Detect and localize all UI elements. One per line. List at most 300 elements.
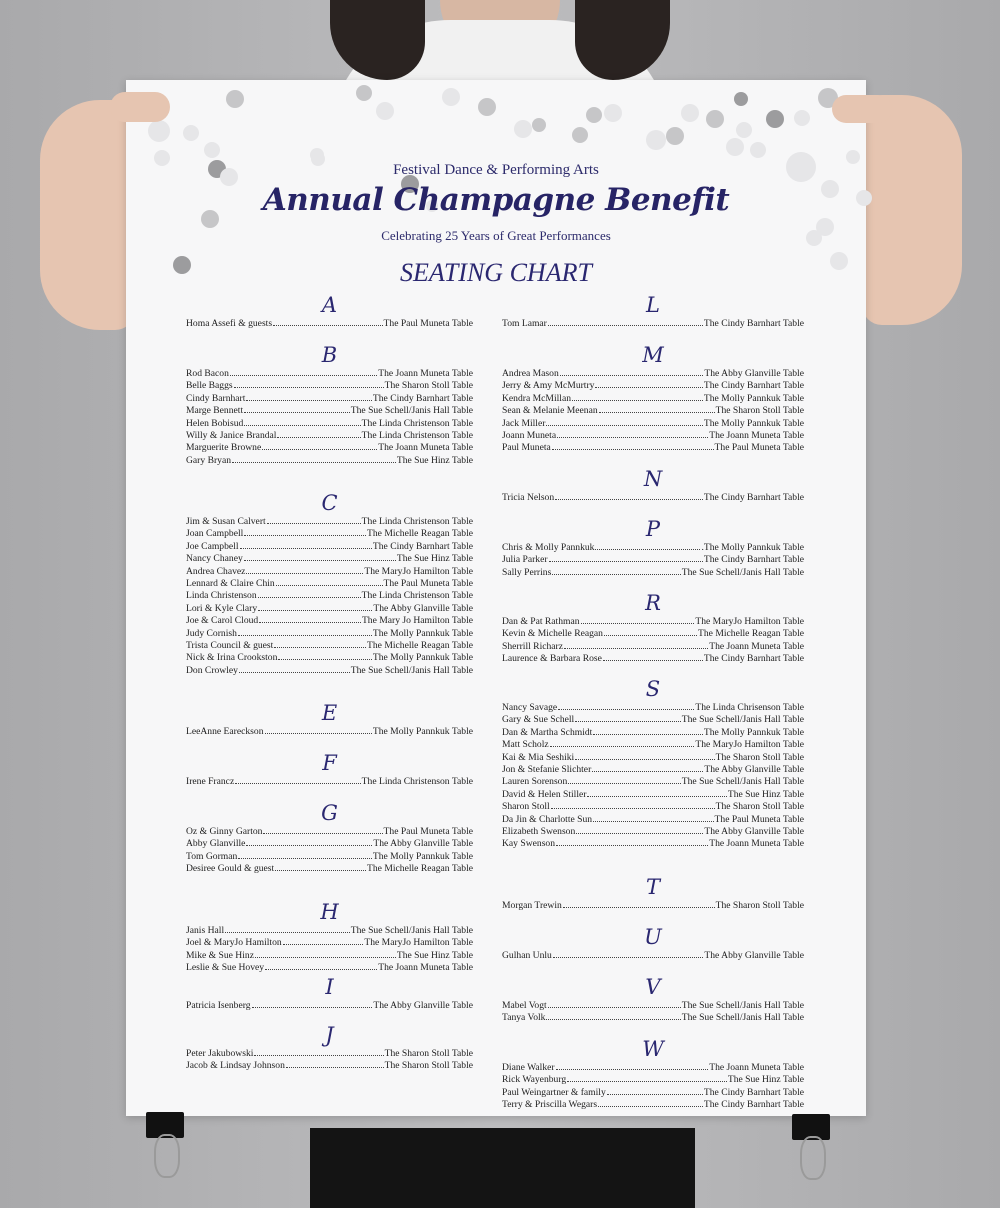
guest-name: Homa Assefi & guests (186, 318, 273, 329)
table-assignment: The Linda Christenson Table (361, 417, 473, 429)
table-assignment: The Abby Glanville Table (373, 838, 473, 850)
confetti-dot (514, 120, 532, 138)
guest-name: Lauren Sorenson (502, 776, 568, 788)
guest-row (502, 838, 804, 850)
guest-row (502, 950, 804, 962)
section-letter: V (645, 975, 661, 999)
guest-row (186, 528, 473, 540)
table-assignment: The Linda Christenson Table (361, 430, 473, 442)
table-assignment: The Abby Glanville Table (373, 602, 473, 614)
table-assignment: The MaryJo Hamilton Table (364, 937, 473, 949)
guest-name: Chris & Molly Pannkuk (502, 542, 595, 553)
table-assignment: The Michelle Reagan Table (367, 863, 473, 875)
person-pants (310, 1128, 695, 1208)
confetti-dot (356, 85, 372, 101)
table-assignment: The Sue Hinz Table (396, 454, 473, 466)
guest-name: Leslie & Sue Hovey (186, 962, 265, 974)
section-e (186, 700, 473, 738)
guest-name: Matt Scholz (502, 739, 549, 751)
event-title: Annual Champagne Benefit (262, 182, 730, 218)
guest-name: Terry & Priscilla Wegars (502, 1099, 598, 1111)
guest-row (186, 776, 473, 788)
guest-row (186, 1060, 473, 1072)
guest-row (502, 702, 804, 714)
guest-name: Kevin & Michelle Reagan (502, 628, 603, 640)
guest-row (502, 567, 804, 579)
table-assignment: The Sue Hinz Table (396, 553, 473, 565)
section-letter: T (645, 875, 660, 899)
guest-name: Mabel Vogt (502, 1000, 547, 1011)
dot-leader (244, 425, 360, 426)
confetti-dot (532, 118, 546, 132)
dot-leader (575, 759, 714, 760)
guest-name: Dan & Martha Schmidt (502, 726, 593, 738)
table-assignment: The Sue Schell/Janis Hall Table (350, 664, 473, 676)
guest-row (186, 590, 473, 602)
right-thumb (832, 95, 892, 123)
guest-row (502, 727, 804, 739)
guest-name: Jon & Stefanie Slichter (502, 764, 592, 776)
guest-row (186, 516, 473, 528)
guest-name: Jerry & Amy McMurtry (502, 380, 595, 392)
guest-row (502, 814, 804, 826)
table-assignment: The Molly Pannkuk Table (703, 726, 804, 738)
table-assignment: The Mary Jo Hamilton Table (361, 615, 473, 627)
guest-name: Nancy Savage (502, 702, 558, 713)
guest-name: Tom Gorman (186, 850, 238, 862)
dot-leader (587, 796, 726, 797)
guest-row (502, 714, 804, 726)
dot-leader (553, 957, 704, 958)
guest-name: Da Jin & Charlotte Sun (502, 813, 593, 825)
guest-row (502, 405, 804, 417)
dot-leader (567, 1081, 727, 1082)
confetti-dot (376, 102, 394, 120)
guest-name: Paul Muneta (502, 442, 551, 454)
table-assignment: The Linda Christenson Table (361, 590, 473, 602)
seating-chart-poster (126, 80, 866, 1116)
section-letter: L (646, 293, 660, 317)
guest-row (502, 1087, 804, 1099)
section-letter: G (321, 801, 338, 825)
table-assignment: The Paul Muneta Table (383, 318, 473, 329)
table-assignment: The Molly Pannkuk Table (372, 726, 473, 737)
guest-name: Don Crowley (186, 664, 238, 676)
guest-name: Kai & Mia Seshiki (502, 751, 575, 763)
guest-name: Julia Parker (502, 554, 548, 566)
table-assignment: The Sharon Stoll Table (384, 380, 473, 392)
guest-row (502, 616, 804, 628)
guest-row (502, 776, 804, 788)
guest-row (186, 652, 473, 664)
guest-name: Peter Jakubowski (186, 1048, 254, 1059)
left-hand (40, 100, 135, 330)
dot-leader (592, 771, 703, 772)
table-assignment: The Sue Schell/Janis Hall Table (350, 405, 473, 417)
guest-row (186, 962, 473, 974)
dot-leader (244, 560, 396, 561)
guest-name: Sherrill Richarz (502, 640, 564, 652)
guest-row (186, 838, 473, 850)
confetti-dot (572, 127, 588, 143)
dot-leader (255, 957, 396, 958)
dot-leader (556, 845, 708, 846)
guest-name: Gary & Sue Schell (502, 714, 575, 726)
dot-leader (277, 437, 360, 438)
section-letter: A (321, 293, 338, 317)
dot-leader (603, 660, 703, 661)
guest-row (502, 1099, 804, 1111)
guest-row (186, 380, 473, 392)
guest-name: Judy Cornish (186, 627, 237, 639)
confetti-dot (734, 92, 748, 106)
guest-row (186, 726, 473, 738)
section-letter: W (642, 1037, 664, 1061)
table-assignment: The Abby Glanville Table (373, 1000, 473, 1011)
table-assignment: The Molly Pannkuk Table (372, 627, 473, 639)
guest-row (502, 368, 804, 380)
section-letter: J (325, 1023, 334, 1047)
section-p (502, 516, 804, 579)
table-assignment: The Molly Pannkuk Table (703, 417, 804, 429)
guest-row (502, 826, 804, 838)
table-assignment: The Sharon Stoll Table (384, 1048, 473, 1059)
table-assignment: The Michelle Reagan Table (367, 528, 473, 540)
guest-row (502, 1074, 804, 1086)
table-assignment: The Cindy Barnhart Table (703, 380, 804, 392)
dot-leader (265, 733, 372, 734)
dot-leader (548, 1007, 681, 1008)
table-assignment: The Sue Hinz Table (396, 949, 473, 961)
confetti-dot (183, 125, 199, 141)
table-assignment: The MaryJo Hamilton Table (364, 565, 473, 577)
dot-leader (595, 549, 700, 550)
guest-name: Morgan Trewin (502, 900, 562, 911)
dot-leader (575, 721, 681, 722)
confetti-dot (646, 130, 666, 150)
guest-name: Joann Muneta (502, 430, 557, 442)
confetti-dot (148, 120, 170, 142)
guest-row (186, 628, 473, 640)
dot-leader (240, 548, 372, 549)
table-assignment: The Molly Pannkuk Table (372, 652, 473, 664)
dot-leader (546, 425, 702, 426)
guest-row (186, 566, 473, 578)
section-s (502, 676, 804, 851)
table-assignment: The Cindy Barnhart Table (372, 540, 473, 552)
guest-name: Gulhan Unlu (502, 950, 552, 961)
guest-name: Kay Swenson (502, 838, 556, 850)
guest-name: Laurence & Barbara Rose (502, 653, 602, 665)
table-assignment: The Sue Hinz Table (727, 788, 804, 800)
guest-name: Sharon Stoll (502, 801, 550, 813)
guest-name: Dan & Pat Rathman (502, 616, 580, 627)
confetti-dot (681, 104, 699, 122)
dot-leader (262, 449, 377, 450)
table-assignment: The Sharon Stoll Table (715, 405, 804, 417)
table-assignment: The Joann Muneta Table (709, 1062, 804, 1073)
guest-row (502, 900, 804, 912)
guest-row (186, 1048, 473, 1060)
guest-name: Nancy Chaney (186, 553, 243, 565)
dot-leader (548, 325, 703, 326)
table-assignment: .The Molly Pannkuk Table (701, 542, 804, 553)
guest-row (186, 665, 473, 677)
guest-row (186, 615, 473, 627)
dot-leader (246, 573, 363, 574)
dot-leader (239, 672, 350, 673)
dot-leader (230, 375, 377, 376)
guest-row (186, 442, 473, 454)
seating-chart-heading: SEATING CHART (400, 258, 592, 287)
guest-name: Oz & Ginny Garton (186, 826, 263, 837)
guest-row (186, 455, 473, 467)
confetti-dot (794, 110, 810, 126)
section-c (186, 490, 473, 677)
guest-row (186, 418, 473, 430)
confetti-dot (204, 142, 220, 158)
dot-leader (556, 1069, 709, 1070)
table-assignment: The Sue Schell/Janis Hall Table (681, 1012, 804, 1024)
guest-row (502, 380, 804, 392)
guest-name: Joel & MaryJo Hamilton (186, 937, 282, 949)
table-assignment: The Sue Hinz Table (727, 1074, 804, 1086)
guest-name: Jim & Susan Calvert (186, 516, 266, 527)
table-assignment: The Joann Muneta Table (709, 640, 804, 652)
guest-row (502, 542, 804, 554)
table-assignment: The Sue Schell/Janis Hall Table (681, 714, 804, 726)
guest-name: Rod Bacon (186, 368, 229, 379)
table-assignment: The Sue Schell/Janis Hall Table (681, 566, 804, 578)
guest-name: Willy & Janice Brandal (186, 430, 277, 442)
guest-row (502, 554, 804, 566)
confetti-dot (726, 138, 744, 156)
dot-leader (604, 635, 697, 636)
dot-leader (235, 783, 360, 784)
guest-row (502, 418, 804, 430)
guest-name: Kendra McMillan (502, 392, 572, 404)
table-assignment: The Sharon Stoll Table (384, 1060, 473, 1072)
dot-leader (607, 1094, 703, 1095)
table-assignment: The Sue Schell/Janis Hall Table (350, 925, 473, 936)
dot-leader (238, 635, 372, 636)
section-l (502, 292, 804, 330)
guest-row (502, 430, 804, 442)
section-letter: R (645, 591, 661, 615)
dot-leader (560, 375, 704, 376)
table-assignment: The Cindy Barnhart Table (703, 653, 804, 665)
guest-name: Paul Weingartner & family (502, 1086, 606, 1098)
guest-row (186, 1000, 473, 1012)
guest-name: LeeAnne Eareckson (186, 726, 264, 737)
guest-name: Janis Hall (186, 925, 225, 936)
table-assignment: The Abby Glanville Table (704, 826, 804, 838)
guest-name: Trista Council & guest (186, 640, 274, 652)
dot-leader (238, 858, 372, 859)
section-v (502, 974, 804, 1025)
dot-leader (581, 623, 695, 624)
table-assignment: The Michelle Reagan Table (367, 640, 473, 652)
guest-row (502, 442, 804, 454)
guest-name: Marge Bennett (186, 405, 244, 417)
guest-row (186, 578, 473, 590)
table-assignment: The Sharon Stoll Table (715, 801, 804, 813)
section-j (186, 1022, 473, 1073)
event-subtitle: Celebrating 25 Years of Great Performances (381, 228, 611, 243)
dot-leader (599, 412, 715, 413)
dot-leader (244, 535, 366, 536)
section-letter: S (645, 677, 661, 701)
dot-leader (267, 523, 361, 524)
guest-name: Lori & Kyle Clary (186, 602, 258, 614)
dot-leader (283, 944, 364, 945)
dot-leader (558, 709, 694, 710)
left-thumb (110, 92, 170, 122)
section-t (502, 874, 804, 912)
section-i (186, 974, 473, 1012)
guest-name: Helen Bobisud (186, 417, 244, 429)
dot-leader (259, 622, 361, 623)
guest-row (502, 653, 804, 665)
guest-name: Tanya Volk (502, 1012, 546, 1024)
table-assignment: The MaryJo Hamilton Table (695, 739, 804, 751)
dot-leader (286, 1067, 384, 1068)
confetti-dot (766, 110, 784, 128)
table-assignment: The Molly Pannkuk Table (372, 850, 473, 862)
section-g (186, 800, 473, 876)
section-f (186, 750, 473, 788)
guest-name: Rick Wayenburg (502, 1074, 567, 1086)
dot-leader (273, 325, 382, 326)
guest-row (186, 393, 473, 405)
guest-row (186, 405, 473, 417)
dot-leader (593, 821, 713, 822)
table-assignment: The MaryJo Hamilton Table (695, 616, 804, 627)
dot-leader (552, 574, 680, 575)
guest-row (186, 925, 473, 937)
section-letter: N (643, 467, 663, 491)
table-assignment: The Cindy Barnhart Table (703, 1086, 804, 1098)
section-letter: I (325, 975, 334, 999)
guest-row (502, 641, 804, 653)
guest-row (186, 950, 473, 962)
section-letter: F (322, 751, 337, 775)
table-assignment: The Paul Muneta Table (714, 813, 804, 825)
guest-name: Elizabeth Swenson (502, 826, 576, 838)
guest-row (186, 553, 473, 565)
guest-name: Andrea Mason (502, 368, 559, 379)
guest-name: David & Helen Stiller (502, 788, 587, 800)
table-assignment: The Abby Glanville Table (704, 950, 804, 961)
section-r (502, 590, 804, 666)
guest-name: Joan Campbell (186, 528, 244, 540)
guest-name: Abby Glanville (186, 838, 246, 850)
guest-name: Gary Bryan (186, 454, 232, 466)
guest-name: Marguerite Browne (186, 442, 262, 454)
section-letter: M (642, 343, 664, 367)
dot-leader (258, 610, 372, 611)
confetti-dot (666, 127, 684, 145)
dot-leader (225, 932, 350, 933)
guest-row (502, 628, 804, 640)
dot-leader (568, 783, 680, 784)
guest-row (502, 801, 804, 813)
dot-leader (244, 412, 350, 413)
table-assignment: The Paul Muneta Table (714, 442, 804, 454)
table-assignment: The Joann Muneta Table (378, 962, 473, 974)
right-hand (862, 95, 962, 325)
dot-leader (263, 833, 382, 834)
dot-leader (555, 499, 703, 500)
table-assignment: The Linda Christenson Table (361, 776, 473, 787)
table-assignment: The Paul Muneta Table (383, 578, 473, 590)
guest-row (186, 640, 473, 652)
table-assignment: The Joann Muneta Table (378, 442, 473, 454)
dot-leader (557, 437, 708, 438)
guest-name: Jacob & Lindsay Johnson (186, 1060, 285, 1072)
table-assignment: The Joann Muneta Table (709, 430, 804, 442)
guest-row (186, 318, 473, 330)
section-letter: C (321, 491, 338, 515)
guest-name: Nick & Irina Crookston (186, 652, 278, 664)
table-assignment: The Sue Schell/Janis Hall Table (681, 1000, 804, 1011)
dot-leader (551, 808, 715, 809)
guest-name: Joe & Carol Cloud (186, 615, 259, 627)
guest-row (186, 863, 473, 875)
confetti-dot (586, 107, 602, 123)
dot-leader (265, 969, 377, 970)
guest-name: Tricia Nelson (502, 492, 555, 503)
table-assignment: The Cindy Barnhart Table (703, 492, 804, 503)
confetti-dot (736, 122, 752, 138)
guest-name: Tom Lamar (502, 318, 547, 329)
guest-row (186, 826, 473, 838)
table-assignment: The Sue Schell/Janis Hall Table (681, 776, 804, 788)
guest-name: Irene Francz (186, 776, 235, 787)
confetti-dot (226, 90, 244, 108)
section-letter: H (320, 900, 339, 924)
section-b (186, 342, 473, 467)
dot-leader (246, 400, 371, 401)
guest-row (502, 739, 804, 751)
guest-name: Lennard & Claire Chin (186, 578, 275, 590)
guest-row (186, 937, 473, 949)
dot-leader (593, 734, 703, 735)
section-w (502, 1036, 804, 1112)
organization-name: Festival Dance & Performing Arts (393, 162, 599, 178)
guest-row (502, 1000, 804, 1012)
guest-name: Joe Campbell (186, 540, 239, 552)
guest-row (186, 851, 473, 863)
dot-leader (232, 462, 396, 463)
confetti-dot (750, 142, 766, 158)
guest-row (502, 393, 804, 405)
dot-leader (563, 907, 715, 908)
guest-row (502, 1012, 804, 1024)
guest-name: Sally Perrins (502, 566, 552, 578)
dot-leader (549, 561, 703, 562)
dot-leader (254, 1055, 383, 1056)
dot-leader (274, 647, 366, 648)
guest-row (502, 1062, 804, 1074)
guest-row (186, 430, 473, 442)
section-letter: P (645, 517, 661, 541)
guest-row (502, 492, 804, 504)
section-letter: U (644, 925, 662, 949)
confetti-dot (442, 88, 460, 106)
section-letter: E (321, 701, 338, 725)
guest-name: Cindy Barnhart (186, 392, 246, 404)
